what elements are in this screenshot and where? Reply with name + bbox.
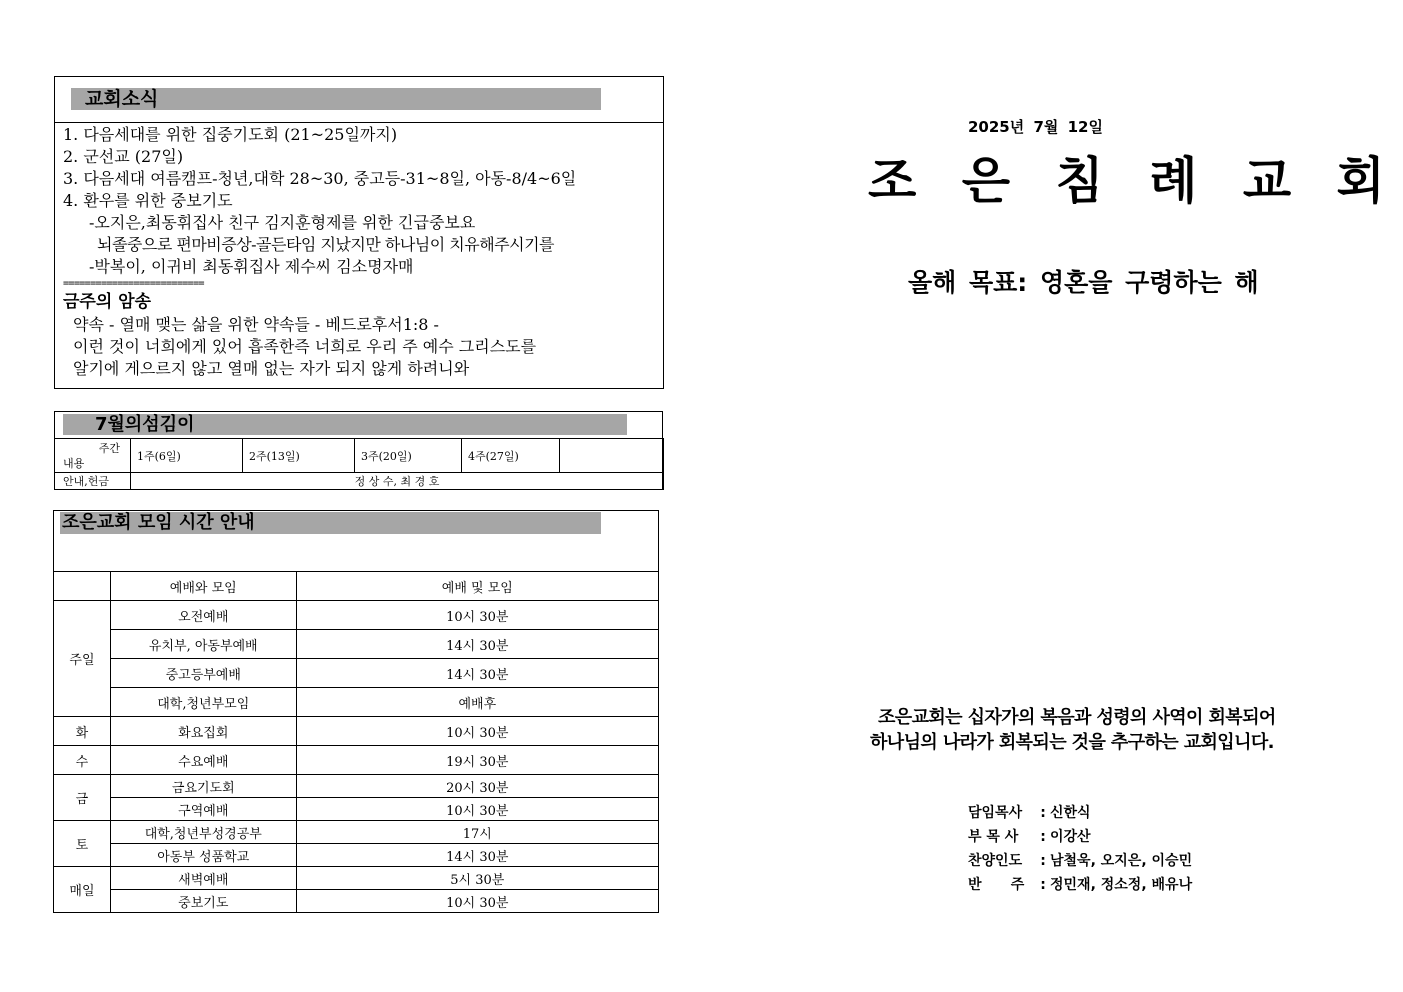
schedule-activity: 중고등부예배 (110, 659, 296, 688)
staff-sep: : (1040, 853, 1046, 869)
corner-week-label: 주간 (98, 442, 120, 455)
schedule-activity: 대학,청년부성경공부 (110, 821, 296, 844)
schedule-time: 20시 30분 (296, 775, 658, 798)
staff-row (968, 801, 1192, 825)
schedule-row (54, 821, 659, 844)
schedule-box (53, 510, 659, 572)
news-item: 1. 다음세대를 위한 집중기도회 (21~25일까지) (63, 125, 398, 144)
schedule-activity: 중보기도 (110, 890, 296, 913)
memory-verse-line: 알기에 게으르지 않고 열매 없는 자가 되지 않게 하려니와 (73, 359, 470, 378)
staff-row (968, 849, 1192, 873)
schedule-activity: 새벽예배 (110, 867, 296, 890)
church-news-box (54, 76, 664, 389)
schedule-row (54, 746, 659, 775)
schedule-row (54, 890, 659, 913)
memory-verse-line: 약속 - 열매 맺는 삶을 위한 약속들 - 베드로후서1:8 - (73, 315, 439, 334)
news-item: -오지은,최동휘집사 친구 김지훈형제를 위한 긴급중보요 (89, 213, 476, 232)
servers-table (54, 438, 664, 490)
schedule-day: 주일 (54, 601, 111, 717)
memory-verse-title: 금주의 암송 (63, 292, 152, 312)
schedule-day: 매일 (54, 867, 111, 913)
staff-row (968, 873, 1192, 897)
schedule-day: 토 (54, 821, 111, 867)
corner-content-label: 내용 (63, 457, 85, 470)
week-cell: 2주(13일) (243, 439, 355, 473)
staff-names: 정민재, 정소정, 배유나 (1050, 877, 1193, 893)
corner-cell (55, 439, 131, 473)
schedule-day: 금 (54, 775, 111, 821)
news-item: 뇌졸중으로 편마비증상-골든타임 지났지만 하나님이 치유해주시기를 (97, 235, 554, 254)
staff-list (968, 801, 1192, 897)
schedule-time: 예배후 (296, 688, 658, 717)
schedule-col-header: 예배와 모임 (110, 572, 296, 601)
staff-role: 담임목사 (968, 805, 1023, 821)
staff-sep: : (1040, 877, 1046, 893)
duty-row-value: 정 상 수, 최 경 호 (131, 473, 664, 490)
schedule-time: 10시 30분 (296, 890, 658, 913)
staff-role: 부 목 사 (968, 829, 1019, 845)
schedule-row (54, 775, 659, 798)
schedule-day: 화 (54, 717, 111, 746)
week-cell: 1주(6일) (131, 439, 243, 473)
schedule-time: 10시 30분 (296, 798, 658, 821)
news-item: 2. 군선교 (27일) (63, 147, 184, 166)
staff-row (968, 825, 1192, 849)
schedule-time: 14시 30분 (296, 659, 658, 688)
news-divider-line (55, 122, 663, 123)
schedule-time: 14시 30분 (296, 844, 658, 867)
bulletin-date: 2025년 7월 12일 (968, 118, 1103, 136)
duty-row-label: 안내,헌금 (55, 473, 131, 490)
schedule-time: 19시 30분 (296, 746, 658, 775)
schedule-activity: 구역예배 (110, 798, 296, 821)
schedule-activity: 아동부 성품학교 (110, 844, 296, 867)
week-cell: 4주(27일) (462, 439, 560, 473)
staff-names: 남철욱, 오지은, 이승민 (1050, 853, 1193, 869)
schedule-time: 10시 30분 (296, 717, 658, 746)
schedule-row (54, 798, 659, 821)
mission-statement-line2: 하나님의 나라가 회복되는 것을 추구하는 교회입니다. (870, 732, 1274, 753)
staff-sep: : (1040, 805, 1046, 821)
equals-divider: ========================== (63, 278, 204, 289)
schedule-table (53, 571, 659, 913)
schedule-day: 수 (54, 746, 111, 775)
schedule-row (54, 867, 659, 890)
schedule-activity: 수요예배 (110, 746, 296, 775)
staff-role: 찬양인도 (968, 853, 1023, 869)
schedule-time: 17시 (296, 821, 658, 844)
schedule-row (54, 601, 659, 630)
schedule-row (54, 659, 659, 688)
servers-box (54, 411, 663, 490)
schedule-header: 조은교회 모임 시간 안내 (60, 512, 601, 534)
staff-sep: : (1040, 829, 1046, 845)
staff-names: 이강산 (1050, 829, 1091, 845)
schedule-time: 10시 30분 (296, 601, 658, 630)
church-title: 조 은 침 례 교 회 (868, 152, 1394, 210)
schedule-corner (54, 572, 111, 601)
week-cell: 3주(20일) (355, 439, 462, 473)
schedule-activity: 화요집회 (110, 717, 296, 746)
servers-header: 7월의섬김이 (63, 414, 627, 435)
news-item: 3. 다음세대 여름캠프-청년,대학 28~30, 중고등-31~8일, 아동-8/4~6일 (63, 169, 577, 188)
staff-role: 반 주 (968, 877, 1025, 893)
mission-statement-line1: 조은교회는 십자가의 복음과 성령의 사역이 회복되어 (878, 707, 1276, 728)
news-item: 4. 환우를 위한 중보기도 (63, 191, 233, 210)
news-item: -박복이, 이귀비 최동휘집사 제수씨 김소명자매 (89, 257, 414, 276)
schedule-activity: 오전예배 (110, 601, 296, 630)
schedule-col-header: 예배 및 모임 (296, 572, 658, 601)
schedule-activity: 유치부, 아동부예배 (110, 630, 296, 659)
schedule-activity: 금요기도회 (110, 775, 296, 798)
schedule-time: 14시 30분 (296, 630, 658, 659)
schedule-activity: 대학,청년부모임 (110, 688, 296, 717)
schedule-time: 5시 30분 (296, 867, 658, 890)
schedule-row (54, 688, 659, 717)
yearly-goal: 올해 목표: 영혼을 구령하는 해 (908, 268, 1259, 297)
week-cell (560, 439, 664, 473)
schedule-row (54, 630, 659, 659)
memory-verse-line: 이런 것이 너희에게 있어 흡족한즉 너희로 우리 주 예수 그리스도를 (73, 337, 537, 356)
schedule-row (54, 844, 659, 867)
staff-names: 신한식 (1050, 805, 1091, 821)
news-list (63, 124, 576, 380)
schedule-row (54, 717, 659, 746)
church-news-header: 교회소식 (71, 88, 601, 110)
